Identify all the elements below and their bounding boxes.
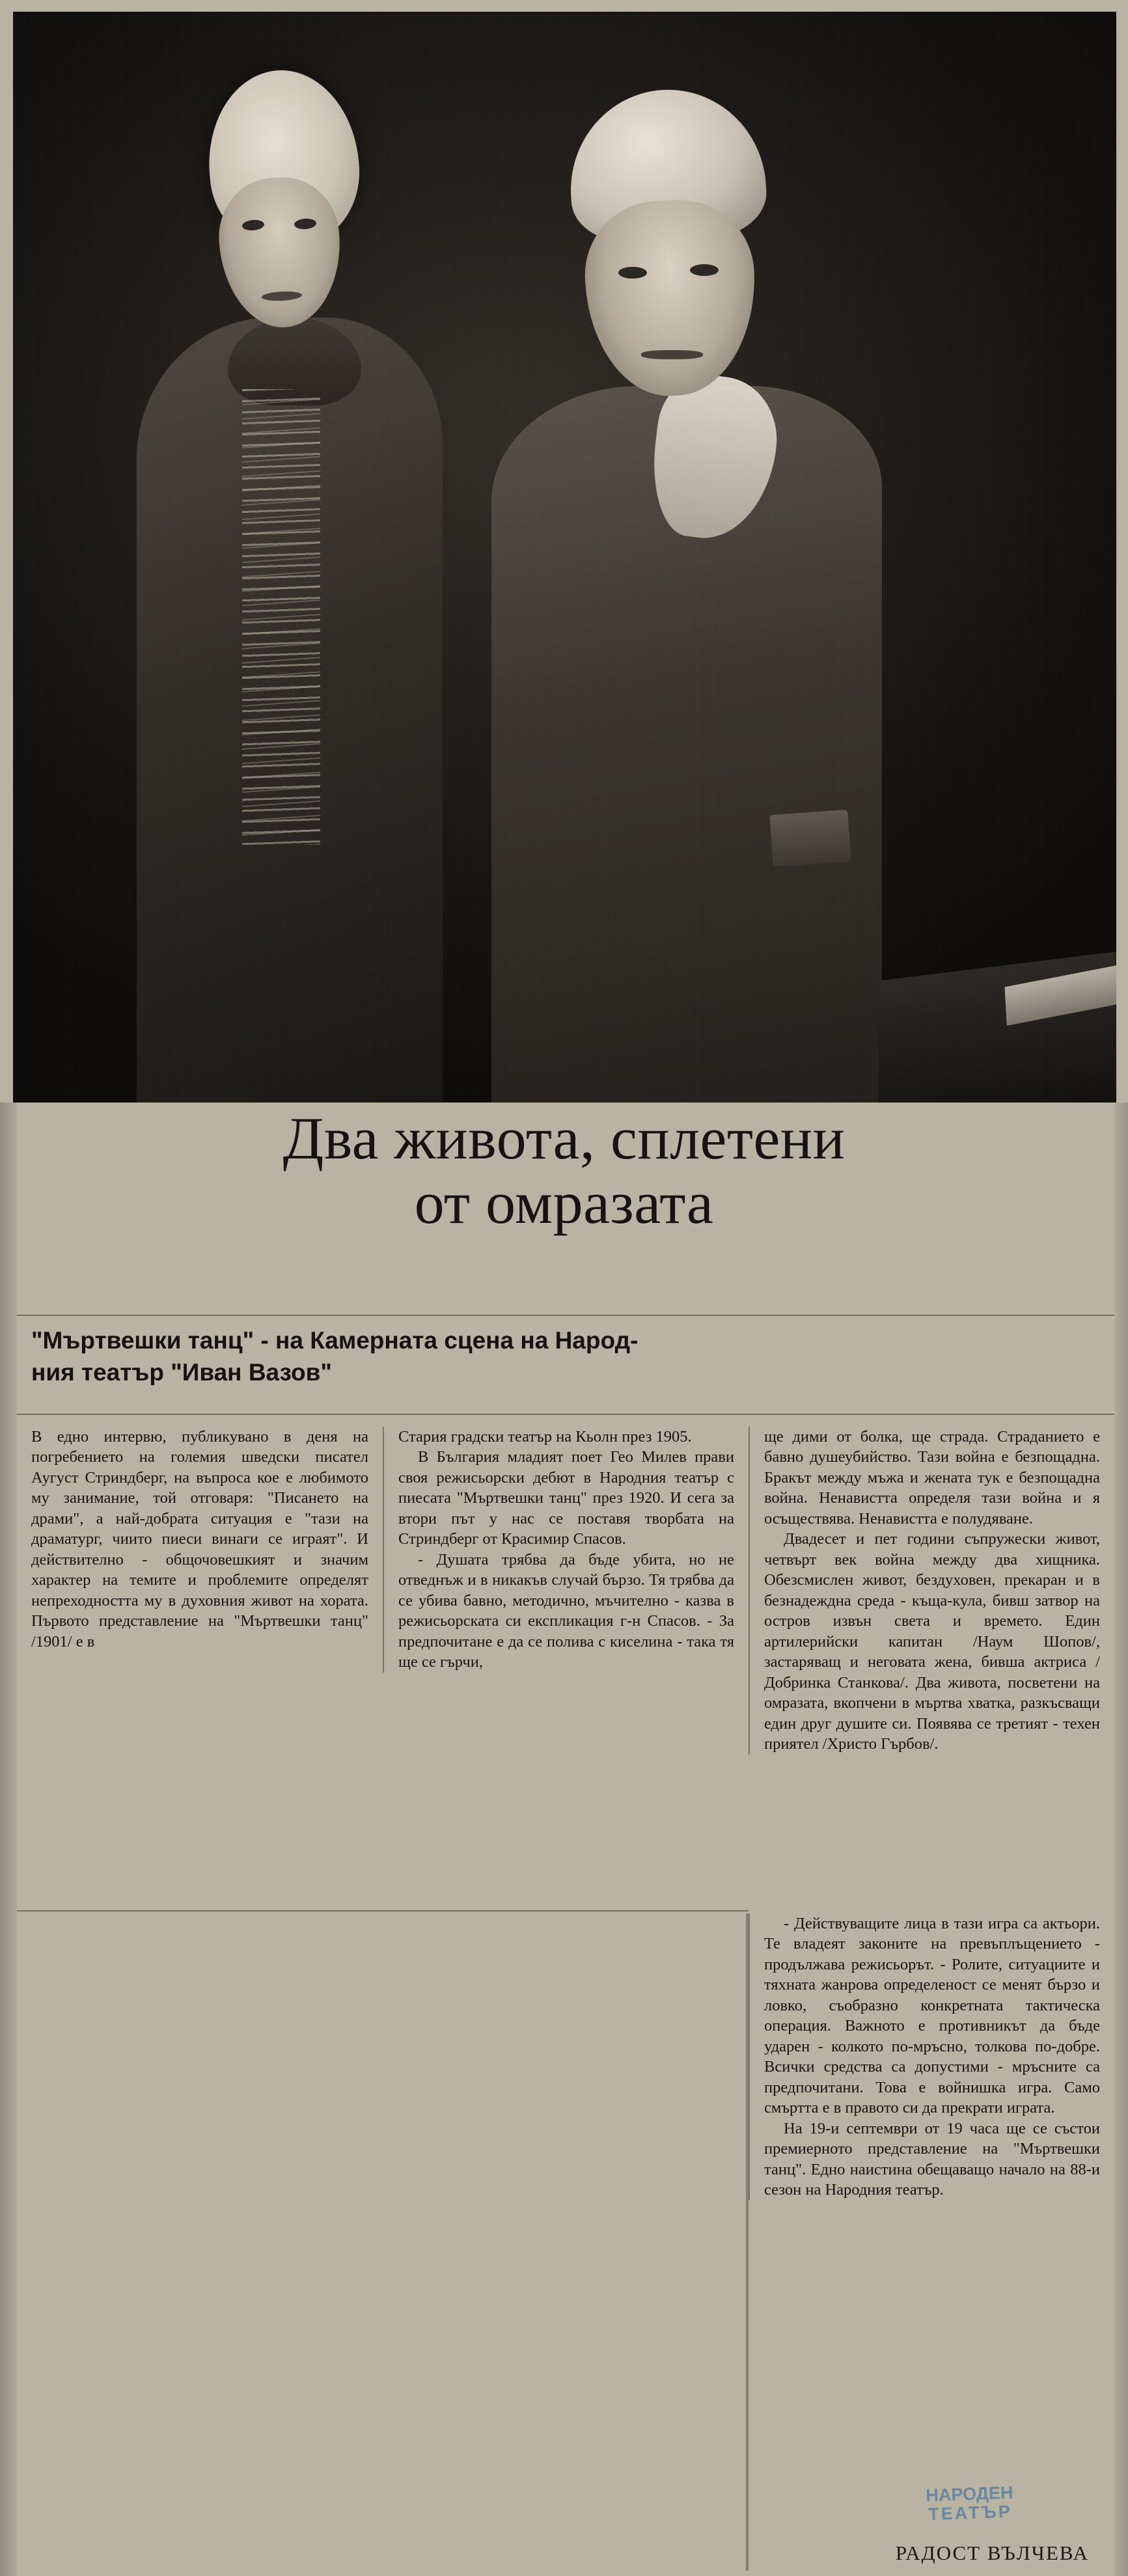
paragraph: - Душата трябва да бъде убита, но не отведнъж и в никакъв случай бързо. Тя трябва да се убива бавно, методично, мъчително - казва в режисьорската си експликация г-н Спасов. - За предпочитане е да се полива с киселина - така тя ще се гърчи, (398, 1550, 734, 1671)
photo-grain (13, 12, 1116, 1103)
paragraph: В България младият поет Гео Милев прави своя режисьорски дебют в Народния театър с пиесата "Мъртвешки танц" през 1920. И сега за втори път у нас се поставя творбата на Стриндберг от Красимир Спасов. (398, 1448, 734, 1548)
subheadline-line-1: "Мъртвешки танц" - на Камерната сцена на Народ- (31, 1327, 639, 1354)
article-subheadline (31, 1324, 1099, 1388)
article-columns (17, 1427, 1114, 1755)
article-byline: РАДОСТ ВЪЛЧЕВА (895, 2542, 1089, 2564)
rule-above-subhead (17, 1315, 1114, 1316)
paragraph: - Действуващите лица в тази игра са актьори. Те владеят законите на превъплъщението - продължава режисьорът. - Ролите, ситуациите и тяхната жанрова определеност се менят бързо и ловко, съобразно конкретната тактическа операция. Важното е противникът да бъде ударен - колкото по-мръсно, толкова по-добре. Всички средства са допустими - мръсните са предпочитани. Това е войнишка игра. Само смъртта е в правото си да прекрати играта. (764, 1915, 1100, 2117)
paragraph: Стария градски театър на Кьолн през 1905. (398, 1428, 692, 1446)
paper-right-edge (1114, 1103, 1128, 2576)
rule-below-left-columns (17, 1910, 749, 1911)
headline-line-2: от омразата (414, 1170, 714, 1237)
paragraph: Двадесет и пет години съпружески живот, четвърт век война между два хищника. Обезсмислен живот, бездуховен, прекаран и в безнадеждна среда - къща-кула, бивш затвор на остров извън света и времето. Един артилерийски капитан /Наум Шопов/, застаряващ и неговата жена, бивша актриса /Добринка Станкова/. Два живота, посветени на омразата, вкопчени в мъртва хватка, разкъсващи един друг душите си. Появява се третият - техен приятел /Христо Гърбов/. (764, 1530, 1100, 1753)
article-column-3-continued (749, 1913, 1114, 2200)
article-column-3 (749, 1427, 1114, 1755)
theatre-stamp (888, 2482, 1052, 2526)
article-headline (0, 1106, 1128, 1236)
headline-line-1: Два живота, сплетени (282, 1105, 846, 1172)
subheadline-line-2: ния театър "Иван Вазов" (31, 1359, 332, 1386)
stamp-line-1: НАРОДЕН (925, 2482, 1013, 2506)
article-column-2 (383, 1427, 749, 1673)
rule-below-subhead (17, 1414, 1114, 1415)
paragraph: ще дими от болка, ще страда. Страданието е бавно душеубийство. Тази война е безпощадна. Бракът между мъжа и жената тук е безпощадна война. Ненавистта определя тази война и я осъществява. Ненавистта е полудяване. (764, 1428, 1100, 1528)
stamp-line-2: ТЕАТЪР (928, 2501, 1013, 2525)
paragraph: На 19-и септември от 19 часа ще се състои премиерното представление на "Мъртвешки танц". Едно наистина обещаващо начало на 88-и сезон на Народния театър. (764, 2119, 1100, 2199)
article-column-1 (17, 1427, 383, 1652)
paper-left-edge (0, 1103, 17, 2576)
paragraph: В едно интервю, публикувано в деня на погребението на големия шведски писател Аугуст Стриндберг, на въпроса кое е любимото му занимание, той отговаря: "Писането на драми", а най-добрата ситуация е "тази на драматург, чиито пиеси винаги се играят". И действително - общочовешкият и значим характер на темите и проблемите определят непреходността му в духовния живот на хората. Първото представление на "Мъртвешки танц" /1901/ е в (31, 1428, 368, 1651)
stage-photograph (13, 12, 1116, 1103)
